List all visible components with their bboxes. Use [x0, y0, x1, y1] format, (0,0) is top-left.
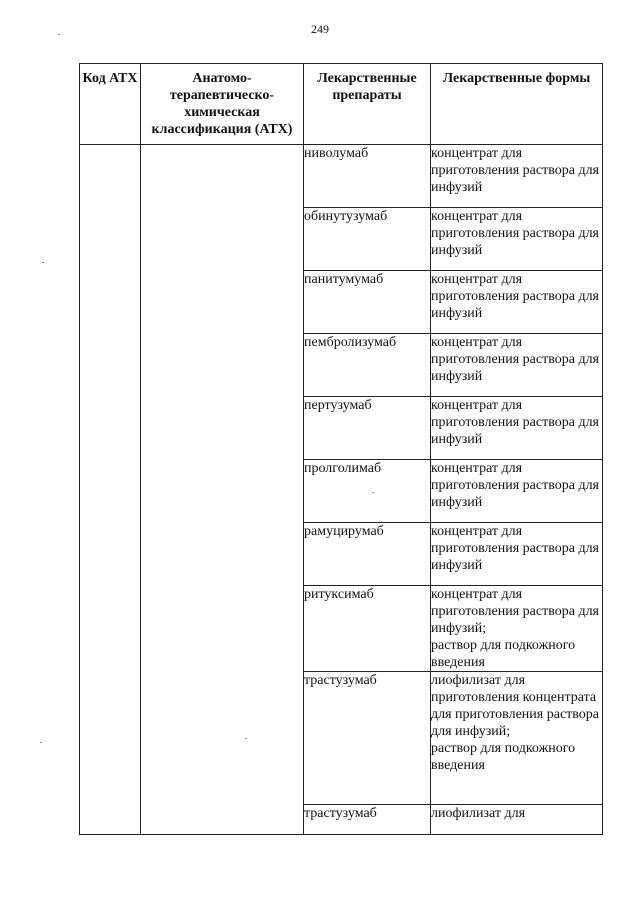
drug-name: ритуксимаб [304, 586, 431, 672]
header-classification: Анатомо-терапевтическо-химическая классификация (АТХ) [141, 64, 304, 145]
drug-form [431, 672, 603, 805]
drug-form [431, 586, 603, 672]
drug-form [431, 805, 603, 835]
header-code: Код АТХ [80, 64, 141, 145]
form-line: концентрат для приготовления раствора для инфузий; [431, 587, 599, 636]
page-number: 249 [311, 22, 329, 36]
drug-form [431, 397, 603, 460]
form-line: концентрат для приготовления раствора для инфузий [431, 398, 599, 447]
header-drugs: Лекарственные препараты [304, 64, 431, 145]
drug-name: ниволумаб [304, 145, 431, 208]
drug-name: панитумумаб [304, 271, 431, 334]
drug-name: трастузумаб [304, 672, 431, 805]
form-line: концентрат для приготовления раствора для инфузий [431, 272, 599, 321]
drug-form [431, 208, 603, 271]
scan-speck [245, 738, 247, 739]
table-row [80, 145, 603, 208]
drug-form [431, 334, 603, 397]
drug-form [431, 145, 603, 208]
form-line: концентрат для приготовления раствора для инфузий [431, 209, 599, 258]
table-header-row [80, 64, 603, 145]
header-forms: Лекарственные формы [431, 64, 603, 145]
form-line: концентрат для приготовления раствора для инфузий [431, 146, 599, 195]
scan-speck [40, 742, 42, 743]
scan-speck [42, 262, 44, 263]
drug-name: пертузумаб [304, 397, 431, 460]
form-line: лиофилизат для приготовления концентрата для приготовления раствора для инфузий; [431, 673, 599, 739]
drug-name: пролголимаб [304, 460, 431, 523]
drug-name: трастузумаб [304, 805, 431, 835]
drug-name: обинутузумаб [304, 208, 431, 271]
form-line: лиофилизат для [431, 806, 526, 821]
form-line: раствор для подкожного введения [431, 741, 576, 773]
form-line: концентрат для приготовления раствора для инфузий [431, 335, 599, 384]
form-line: раствор для подкожного введения [431, 638, 576, 670]
drug-name: рамуцирумаб [304, 523, 431, 586]
drug-table [79, 63, 603, 835]
drug-form [431, 271, 603, 334]
drug-name: пембролизумаб [304, 334, 431, 397]
drug-form [431, 460, 603, 523]
form-line: концентрат для приготовления раствора для инфузий [431, 461, 599, 510]
classification-cell [141, 145, 304, 835]
drug-form [431, 523, 603, 586]
code-cell [80, 145, 141, 835]
scan-speck [58, 34, 60, 35]
scan-speck [372, 492, 374, 493]
form-line: концентрат для приготовления раствора для инфузий [431, 524, 599, 573]
